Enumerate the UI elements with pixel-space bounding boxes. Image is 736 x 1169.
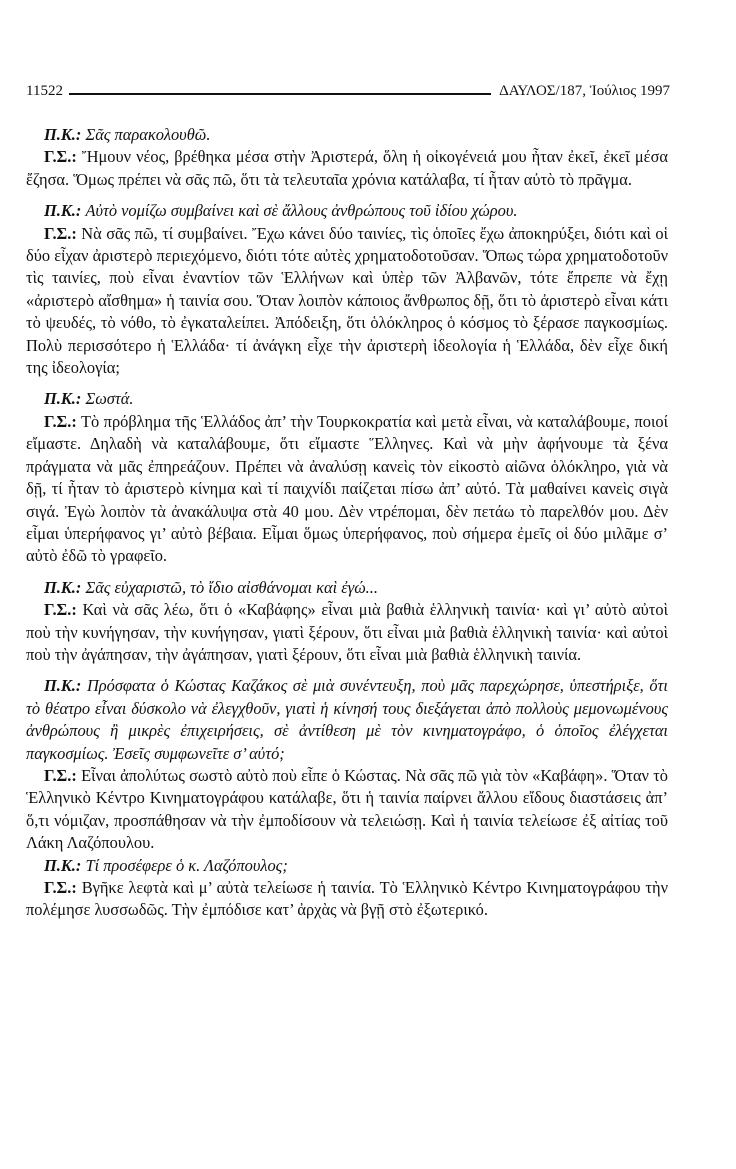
speaker-label: Π.Κ.: xyxy=(44,676,82,696)
dialogue-paragraph xyxy=(26,599,668,666)
dialogue-paragraph xyxy=(26,223,668,380)
speaker-label: Π.Κ.: xyxy=(44,389,82,409)
speaker-label: Γ.Σ.: xyxy=(44,411,77,431)
answer-text: Καὶ νὰ σᾶς λέω, ὅτι ὁ «Καβάφης» εἶναι μιὰ βαθιὰ ἑλληνικὴ ταινία· καὶ γι’ αὐτὸ αὐτοὶ ποὺ τὴν κυνήγησαν, τὴν κυνήγησαν, γιατὶ ξέρουν, ὅτι εἶναι μιὰ βαθιὰ ἑλληνικὴ ταινία· καὶ αὐτοὶ ποὺ τὴν ἀγάπησαν, τὴν ἀγάπησαν, γιατὶ ξέρουν, ὅτι εἶναι μιὰ βαθιὰ ἑλληνικὴ ταινία. xyxy=(26,600,668,664)
dialogue-paragraph xyxy=(26,877,668,922)
speaker-label: Γ.Σ.: xyxy=(44,147,77,167)
question-text: Σᾶς παρακολουθῶ. xyxy=(85,125,211,144)
dialogue-paragraph xyxy=(26,388,668,410)
question-text: Σωστά. xyxy=(85,389,134,409)
dialogue-paragraph xyxy=(26,200,668,222)
answer-text: Βγῆκε λεφτὰ καὶ μ’ αὐτὰ τελείωσε ἡ ταινία. Τὸ Ἑλληνικὸ Κέντρο Κινηματογράφου τὴν πολέμησε λυσσωδῶς. Τὴν ἐμπόδισε κατ’ ἀρχὰς νὰ βγῇ στὸ ἐξωτερικό. xyxy=(26,878,668,920)
journal-issue: ΔΑΥΛΟΣ/187, Ἰούλιος 1997 xyxy=(499,83,670,99)
page-number: 11522 xyxy=(26,83,63,99)
answer-text: Ἤμουν νέος, βρέθηκα μέσα στὴν Ἀριστερά, ὅλη ἡ οἰκογένειά μου ἦταν ἐκεῖ, ἐκεῖ μέσα ἔζησα. Ὅμως πρέπει νὰ σᾶς πῶ, ὅτι τὰ τελευταῖα χρόνια κατάλαβα, τί ἦταν αὐτὸ τὸ πρᾶγμα. xyxy=(26,147,668,189)
speaker-label: Π.Κ.: xyxy=(44,201,82,221)
dialogue-paragraph xyxy=(26,675,668,765)
dialogue-paragraph xyxy=(26,765,668,855)
question-text: Πρόσφατα ὁ Κώστας Καζάκος σὲ μιὰ συνέντευξη, ποὺ μᾶς παρεχώρησε, ὑπεστήριξε, ὅτι τὸ θέατρο εἶναι δύσκολο νὰ ἐλεγχθοῦν, γιατὶ ἡ κίνησή τους διεξάγεται ἀπὸ πολλοὺς μεμονωμένους ἀνθρώπους ἢ μικρὲς ἐπιχειρήσεις, σὲ ἀντίθεση μὲ τὸν κινηματογράφο, ὁ ὁποῖος ἐλέγχεται παγκοσμίως. Ἐσεῖς συμφωνεῖτε σ’ αὐτό; xyxy=(26,676,668,763)
page-header xyxy=(26,80,670,100)
dialogue-paragraph xyxy=(26,411,668,568)
dialogue-paragraph xyxy=(26,855,668,877)
answer-text: Εἶναι ἀπολύτως σωστὸ αὐτὸ ποὺ εἶπε ὁ Κώστας. Νὰ σᾶς πῶ γιὰ τὸν «Καβάφη». Ὅταν τὸ Ἑλληνικὸ Κέντρο Κινηματογράφου κατάλαβε, ὅτι ἡ ταινία παίρνει ἄλλου εἴδους διαστάσεις ἀπ’ ὅ,τι νόμιζαν, προσπάθησαν νὰ τὴν ἐμποδίσουν νὰ τελειώσῃ. Καὶ ἡ ταινία τελείωσε ἐξ αἰτίας τοῦ Λάκη Λαζόπουλου. xyxy=(26,765,668,853)
speaker-label: Π.Κ.: xyxy=(44,855,82,875)
header-rule xyxy=(69,93,491,95)
dialogue-paragraph xyxy=(26,577,668,599)
speaker-label: Γ.Σ.: xyxy=(44,223,77,243)
answer-text: Νὰ σᾶς πῶ, τί συμβαίνει. Ἔχω κάνει δύο ταινίες, τὶς ὁποῖες ἔχω ἀποκηρύξει, διότι καὶ οἱ δύο εἶχαν ἀριστερὸ περιεχόμενο, διότι τότε αὐτὲς χρηματοδοτοῦσαν. Ὅπως τώρα χρηματοδοτοῦν τὶς ταινίες, ποὺ εἶναι ἐναντίον τῶν Ἑλλήνων καὶ ὑπὲρ τῶν Ἀλβανῶν, τότε ἔπρεπε νὰ ἔχῃ «ἀριστερὸ αἴσθημα» ἡ ταινία σου. Ὅταν λοιπὸν κάποιος ἄνθρωπος δῇ, ὅτι τὸ ἀριστερὸ εἶναι κάτι τὸ ψευδές, τὸ νόθο, τὸ ἐγκαταλείπει. Ἀπόδειξη, ὅτι ὁλόκληρος ὁ κόσμος τὸ ξέρασε παγκοσμίως. Πολὺ περισσότερο ἡ Ἑλλάδα· τί ἀνάγκη εἶχε τὴν ἀριστερὴ ἰδεολογία ἡ Ἑλλάδα, δὲν εἶχε δική της ἰδεολογία; xyxy=(26,223,669,378)
question-text: Σᾶς εὐχαριστῶ, τὸ ἴδιο αἰσθάνομαι καὶ ἐγώ... xyxy=(85,577,378,597)
dialogue-paragraph xyxy=(26,124,668,146)
question-text: Αὐτὸ νομίζω συμβαίνει καὶ σὲ ἄλλους ἀνθρώπους τοῦ ἰδίου χώρου. xyxy=(85,201,518,221)
question-text: Τί προσέφερε ὁ κ. Λαζόπουλος; xyxy=(85,855,288,875)
speaker-label: Γ.Σ.: xyxy=(44,765,77,785)
speaker-label: Π.Κ.: xyxy=(44,125,82,144)
speaker-label: Γ.Σ.: xyxy=(44,878,77,897)
dialogue-paragraph xyxy=(26,146,668,191)
speaker-label: Π.Κ.: xyxy=(44,577,82,597)
interview-text xyxy=(26,124,668,922)
answer-text: Τὸ πρόβλημα τῆς Ἑλλάδος ἀπ’ τὴν Τουρκοκρατία καὶ μετὰ εἶναι, νὰ καταλάβουμε, ποιοί εἴμαστε. Δηλαδὴ νὰ καταλάβουμε, ὅτι εἴμαστε Ἕλληνες. Καὶ νὰ μὴν ἀφήνουμε τὰ ξένα πράγματα νὰ μᾶς ἐπηρεάζουν. Πρέπει νὰ ἀναλύσῃ κανεὶς τὸν εἰκοστὸ αἰῶνα ὁλόκληρο, γιὰ νὰ δῇ, τί ἦταν τὸ ἀριστερὸ κίνημα καὶ τί παιχνίδι παίζεται πίσω ἀπ’ αὐτό. Τὰ μαθαίνει κανεὶς σιγὰ σιγά. Ἐγὼ λοιπὸν τὰ ἀνακάλυψα στὰ 40 μου. Δὲν ντρέπομαι, δὲν πετάω τὸ παρελθόν μου. Δὲν εἶμαι ὑπερήφανος γι’ αὐτὸ βέβαια. Εἶμαι ὅμως ὑπερήφανος, ποὺ σήμερα ἐμεῖς οἱ δύο μιλᾶμε σ’ αὐτὸ ἐδῶ τὸ γραφεῖο. xyxy=(26,411,668,566)
speaker-label: Γ.Σ.: xyxy=(44,600,77,620)
